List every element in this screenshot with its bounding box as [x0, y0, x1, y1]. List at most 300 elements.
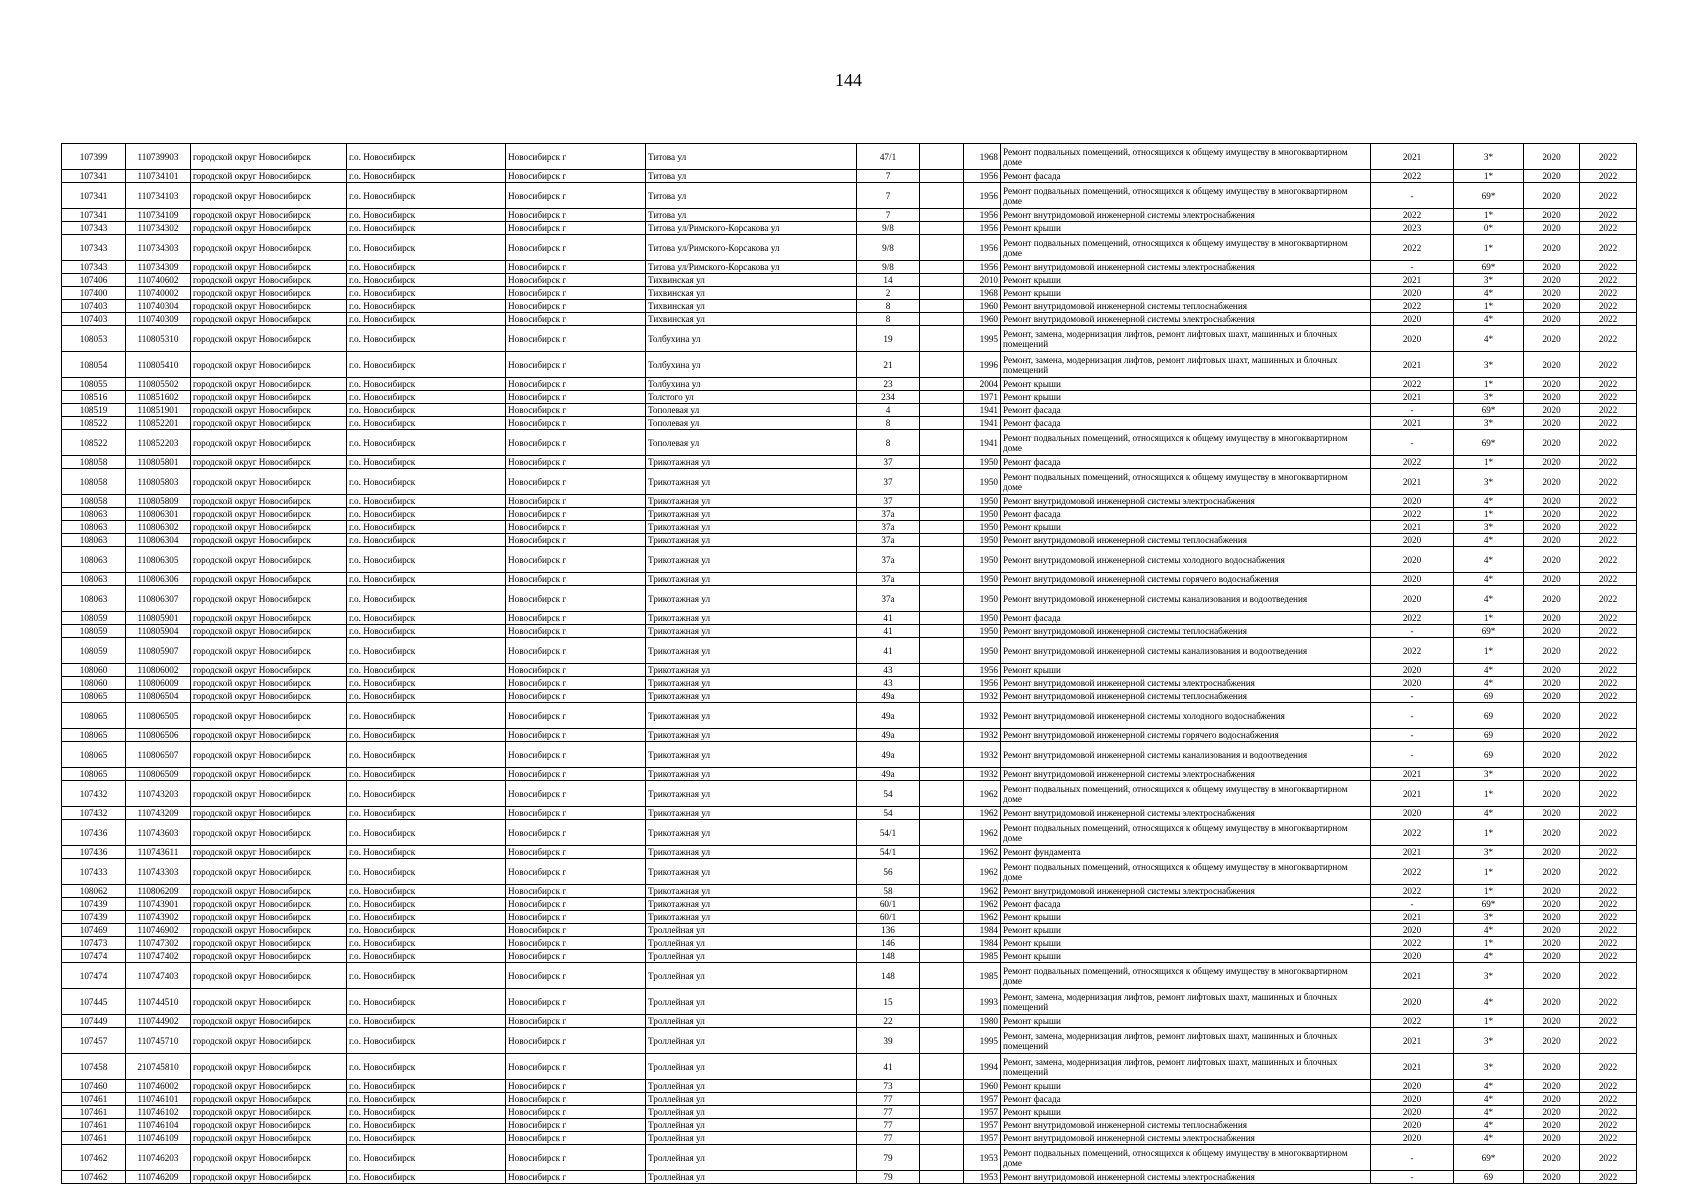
cell-record-id: 110740309	[126, 313, 191, 326]
cell-settlement: Новосибирск г	[506, 859, 646, 885]
cell-house-id: 108516	[62, 391, 126, 404]
cell-work-type: Ремонт крыши	[1001, 521, 1371, 534]
cell-record-id: 110806002	[126, 664, 191, 677]
cell-settlement: Новосибирск г	[506, 820, 646, 846]
cell-planned-year: 2022	[1371, 1015, 1454, 1028]
cell-street: Толбухина ул	[646, 352, 857, 378]
cell-municipal-district: городской округ Новосибирск	[191, 209, 347, 222]
cell-work-type: Ремонт внутридомовой инженерной системы электроснабжения	[1001, 1132, 1371, 1145]
cell-planned-year: 2023	[1371, 222, 1454, 235]
cell-house-id: 107474	[62, 963, 126, 989]
cell-house-id: 107343	[62, 235, 126, 261]
cell-period-end: 2022	[1580, 625, 1637, 638]
cell-work-type: Ремонт крыши	[1001, 1015, 1371, 1028]
cell-street: Толбухина ул	[646, 378, 857, 391]
cell-record-id: 110805809	[126, 495, 191, 508]
cell-priority: 3*	[1454, 1028, 1524, 1054]
cell-street: Титова ул/Римского-Корсакова ул	[646, 235, 857, 261]
cell-period-start: 2020	[1524, 1080, 1580, 1093]
cell-settlement: Новосибирск г	[506, 729, 646, 742]
cell-period-start: 2020	[1524, 963, 1580, 989]
cell-period-start: 2020	[1524, 1119, 1580, 1132]
cell-municipality: г.о. Новосибирск	[347, 508, 506, 521]
cell-priority: 69*	[1454, 898, 1524, 911]
cell-year-built: 1950	[964, 521, 1001, 534]
table-row	[62, 209, 1637, 222]
cell-house-id: 108065	[62, 703, 126, 729]
table-row	[62, 456, 1637, 469]
cell-house-id: 107341	[62, 183, 126, 209]
cell-year-built: 1932	[964, 729, 1001, 742]
cell-work-type: Ремонт фасада	[1001, 417, 1371, 430]
cell-record-id: 110746109	[126, 1132, 191, 1145]
cell-settlement: Новосибирск г	[506, 222, 646, 235]
cell-street: Трикотажная ул	[646, 495, 857, 508]
cell-period-end: 2022	[1580, 417, 1637, 430]
cell-street: Трикотажная ул	[646, 638, 857, 664]
cell-house-number: 146	[857, 937, 920, 950]
table-row	[62, 235, 1637, 261]
cell-building	[920, 274, 964, 287]
cell-house-number: 60/1	[857, 911, 920, 924]
cell-settlement: Новосибирск г	[506, 586, 646, 612]
cell-work-type: Ремонт внутридомовой инженерной системы электроснабжения	[1001, 677, 1371, 690]
cell-house-number: 54	[857, 781, 920, 807]
cell-period-start: 2020	[1524, 287, 1580, 300]
cell-work-type: Ремонт крыши	[1001, 937, 1371, 950]
cell-building	[920, 235, 964, 261]
cell-year-built: 1968	[964, 287, 1001, 300]
cell-record-id: 110746203	[126, 1145, 191, 1171]
cell-street: Троллейная ул	[646, 963, 857, 989]
table-row	[62, 261, 1637, 274]
cell-street: Тополевая ул	[646, 430, 857, 456]
cell-period-end: 2022	[1580, 924, 1637, 937]
cell-period-end: 2022	[1580, 937, 1637, 950]
cell-building	[920, 703, 964, 729]
cell-house-number: 22	[857, 1015, 920, 1028]
cell-municipal-district: городской округ Новосибирск	[191, 846, 347, 859]
cell-planned-year: -	[1371, 430, 1454, 456]
cell-period-end: 2022	[1580, 469, 1637, 495]
cell-street: Трикотажная ул	[646, 911, 857, 924]
cell-period-end: 2022	[1580, 885, 1637, 898]
cell-period-end: 2022	[1580, 612, 1637, 625]
cell-period-end: 2022	[1580, 729, 1637, 742]
cell-priority: 3*	[1454, 391, 1524, 404]
cell-street: Тихвинская ул	[646, 313, 857, 326]
cell-planned-year: 2021	[1371, 391, 1454, 404]
cell-house-number: 41	[857, 612, 920, 625]
cell-settlement: Новосибирск г	[506, 625, 646, 638]
cell-municipal-district: городской округ Новосибирск	[191, 950, 347, 963]
cell-planned-year: 2020	[1371, 664, 1454, 677]
cell-planned-year: -	[1371, 404, 1454, 417]
cell-period-start: 2020	[1524, 469, 1580, 495]
cell-priority: 4*	[1454, 495, 1524, 508]
cell-record-id: 110734303	[126, 235, 191, 261]
cell-municipality: г.о. Новосибирск	[347, 274, 506, 287]
cell-house-id: 107458	[62, 1054, 126, 1080]
cell-priority: 3*	[1454, 352, 1524, 378]
cell-municipality: г.о. Новосибирск	[347, 326, 506, 352]
capital-repair-table	[61, 143, 1637, 1184]
cell-settlement: Новосибирск г	[506, 963, 646, 989]
cell-period-end: 2022	[1580, 1028, 1637, 1054]
cell-building	[920, 885, 964, 898]
cell-street: Троллейная ул	[646, 1080, 857, 1093]
cell-house-number: 49а	[857, 703, 920, 729]
cell-building	[920, 742, 964, 768]
cell-street: Трикотажная ул	[646, 547, 857, 573]
cell-record-id: 110805410	[126, 352, 191, 378]
cell-record-id: 110806305	[126, 547, 191, 573]
cell-year-built: 1993	[964, 989, 1001, 1015]
cell-street: Тихвинская ул	[646, 300, 857, 313]
cell-period-start: 2020	[1524, 261, 1580, 274]
cell-period-end: 2022	[1580, 287, 1637, 300]
cell-priority: 1*	[1454, 638, 1524, 664]
cell-building	[920, 1145, 964, 1171]
cell-house-id: 108063	[62, 508, 126, 521]
table-row	[62, 924, 1637, 937]
cell-house-number: 37а	[857, 508, 920, 521]
cell-house-id: 108522	[62, 417, 126, 430]
cell-house-id: 107403	[62, 313, 126, 326]
cell-planned-year: 2022	[1371, 235, 1454, 261]
cell-period-start: 2020	[1524, 378, 1580, 391]
cell-house-id: 108054	[62, 352, 126, 378]
cell-municipal-district: городской округ Новосибирск	[191, 235, 347, 261]
cell-period-start: 2020	[1524, 690, 1580, 703]
cell-priority: 1*	[1454, 937, 1524, 950]
cell-house-id: 107461	[62, 1093, 126, 1106]
cell-record-id: 110734101	[126, 170, 191, 183]
cell-settlement: Новосибирск г	[506, 352, 646, 378]
cell-period-end: 2022	[1580, 170, 1637, 183]
cell-municipal-district: городской округ Новосибирск	[191, 638, 347, 664]
cell-work-type: Ремонт, замена, модернизация лифтов, ремонт лифтовых шахт, машинных и блочных помещений	[1001, 989, 1371, 1015]
cell-work-type: Ремонт внутридомовой инженерной системы горячего водоснабжения	[1001, 573, 1371, 586]
cell-planned-year: -	[1371, 1171, 1454, 1184]
cell-year-built: 1995	[964, 326, 1001, 352]
cell-planned-year: -	[1371, 625, 1454, 638]
cell-period-end: 2022	[1580, 820, 1637, 846]
cell-record-id: 110806504	[126, 690, 191, 703]
cell-priority: 1*	[1454, 300, 1524, 313]
cell-municipal-district: городской округ Новосибирск	[191, 729, 347, 742]
cell-house-number: 21	[857, 352, 920, 378]
cell-settlement: Новосибирск г	[506, 1171, 646, 1184]
table-row	[62, 898, 1637, 911]
cell-period-start: 2020	[1524, 1145, 1580, 1171]
cell-house-number: 49а	[857, 729, 920, 742]
cell-building	[920, 430, 964, 456]
cell-building	[920, 1093, 964, 1106]
cell-house-number: 7	[857, 183, 920, 209]
cell-settlement: Новосибирск г	[506, 1015, 646, 1028]
cell-work-type: Ремонт внутридомовой инженерной системы канализования и водоотведения	[1001, 586, 1371, 612]
cell-period-start: 2020	[1524, 1054, 1580, 1080]
table-row	[62, 885, 1637, 898]
table-row	[62, 703, 1637, 729]
cell-house-number: 49а	[857, 742, 920, 768]
cell-municipality: г.о. Новосибирск	[347, 924, 506, 937]
cell-settlement: Новосибирск г	[506, 885, 646, 898]
cell-house-number: 37а	[857, 573, 920, 586]
cell-municipality: г.о. Новосибирск	[347, 1054, 506, 1080]
cell-priority: 3*	[1454, 1054, 1524, 1080]
cell-house-id: 107403	[62, 300, 126, 313]
cell-street: Трикотажная ул	[646, 859, 857, 885]
cell-settlement: Новосибирск г	[506, 300, 646, 313]
cell-municipality: г.о. Новосибирск	[347, 963, 506, 989]
cell-municipality: г.о. Новосибирск	[347, 170, 506, 183]
cell-settlement: Новосибирск г	[506, 183, 646, 209]
cell-settlement: Новосибирск г	[506, 287, 646, 300]
cell-municipal-district: городской округ Новосибирск	[191, 1145, 347, 1171]
cell-planned-year: 2020	[1371, 326, 1454, 352]
cell-year-built: 1996	[964, 352, 1001, 378]
table-row	[62, 547, 1637, 573]
cell-municipal-district: городской округ Новосибирск	[191, 144, 347, 170]
cell-house-id: 108062	[62, 885, 126, 898]
cell-municipal-district: городской округ Новосибирск	[191, 287, 347, 300]
cell-building	[920, 1106, 964, 1119]
table-body	[62, 144, 1637, 1184]
cell-municipality: г.о. Новосибирск	[347, 950, 506, 963]
cell-priority: 4*	[1454, 1132, 1524, 1145]
table-row	[62, 612, 1637, 625]
cell-period-start: 2020	[1524, 573, 1580, 586]
cell-year-built: 1941	[964, 404, 1001, 417]
cell-settlement: Новосибирск г	[506, 781, 646, 807]
cell-house-id: 107439	[62, 898, 126, 911]
cell-municipality: г.о. Новосибирск	[347, 612, 506, 625]
cell-year-built: 1995	[964, 1028, 1001, 1054]
cell-period-end: 2022	[1580, 807, 1637, 820]
cell-period-end: 2022	[1580, 456, 1637, 469]
cell-house-id: 107474	[62, 950, 126, 963]
cell-period-end: 2022	[1580, 664, 1637, 677]
table-row	[62, 1171, 1637, 1184]
cell-priority: 69	[1454, 729, 1524, 742]
cell-planned-year: 2020	[1371, 313, 1454, 326]
cell-planned-year: 2021	[1371, 521, 1454, 534]
cell-street: Трикотажная ул	[646, 456, 857, 469]
cell-municipality: г.о. Новосибирск	[347, 1171, 506, 1184]
cell-settlement: Новосибирск г	[506, 638, 646, 664]
cell-street: Тихвинская ул	[646, 274, 857, 287]
cell-house-number: 19	[857, 326, 920, 352]
cell-year-built: 1960	[964, 313, 1001, 326]
cell-year-built: 1962	[964, 820, 1001, 846]
cell-record-id: 110734109	[126, 209, 191, 222]
cell-settlement: Новосибирск г	[506, 521, 646, 534]
cell-record-id: 110746102	[126, 1106, 191, 1119]
cell-house-id: 107461	[62, 1106, 126, 1119]
cell-record-id: 110743203	[126, 781, 191, 807]
cell-municipal-district: городской округ Новосибирск	[191, 378, 347, 391]
cell-record-id: 110806506	[126, 729, 191, 742]
cell-period-end: 2022	[1580, 352, 1637, 378]
cell-municipal-district: городской округ Новосибирск	[191, 1054, 347, 1080]
cell-year-built: 1962	[964, 885, 1001, 898]
cell-municipality: г.о. Новосибирск	[347, 352, 506, 378]
cell-street: Троллейная ул	[646, 950, 857, 963]
cell-building	[920, 287, 964, 300]
cell-house-id: 108065	[62, 742, 126, 768]
cell-period-end: 2022	[1580, 300, 1637, 313]
cell-building	[920, 898, 964, 911]
cell-settlement: Новосибирск г	[506, 313, 646, 326]
cell-year-built: 1957	[964, 1119, 1001, 1132]
cell-house-number: 37а	[857, 521, 920, 534]
cell-record-id: 110851602	[126, 391, 191, 404]
page-number: 144	[835, 70, 862, 90]
cell-building	[920, 352, 964, 378]
cell-year-built: 1950	[964, 547, 1001, 573]
cell-period-end: 2022	[1580, 1093, 1637, 1106]
cell-work-type: Ремонт подвальных помещений, относящихся к общему имуществу в многоквартирном доме	[1001, 235, 1371, 261]
cell-period-start: 2020	[1524, 508, 1580, 521]
cell-house-id: 108053	[62, 326, 126, 352]
cell-period-start: 2020	[1524, 144, 1580, 170]
cell-house-number: 234	[857, 391, 920, 404]
cell-municipality: г.о. Новосибирск	[347, 144, 506, 170]
cell-period-end: 2022	[1580, 391, 1637, 404]
cell-street: Трикотажная ул	[646, 677, 857, 690]
cell-house-id: 108522	[62, 430, 126, 456]
cell-priority: 3*	[1454, 911, 1524, 924]
cell-period-start: 2020	[1524, 586, 1580, 612]
cell-year-built: 1953	[964, 1171, 1001, 1184]
cell-house-id: 107462	[62, 1171, 126, 1184]
cell-house-number: 77	[857, 1106, 920, 1119]
cell-planned-year: 2022	[1371, 885, 1454, 898]
cell-house-id: 108058	[62, 456, 126, 469]
cell-period-start: 2020	[1524, 1171, 1580, 1184]
cell-house-id: 107343	[62, 222, 126, 235]
cell-municipality: г.о. Новосибирск	[347, 820, 506, 846]
cell-house-number: 54/1	[857, 820, 920, 846]
cell-building	[920, 547, 964, 573]
cell-planned-year: 2020	[1371, 924, 1454, 937]
cell-planned-year: 2021	[1371, 144, 1454, 170]
cell-period-start: 2020	[1524, 846, 1580, 859]
cell-settlement: Новосибирск г	[506, 1093, 646, 1106]
cell-house-number: 37а	[857, 547, 920, 573]
cell-municipal-district: городской округ Новосибирск	[191, 391, 347, 404]
cell-building	[920, 456, 964, 469]
table-row	[62, 352, 1637, 378]
cell-settlement: Новосибирск г	[506, 1054, 646, 1080]
cell-municipal-district: городской округ Новосибирск	[191, 404, 347, 417]
cell-municipality: г.о. Новосибирск	[347, 287, 506, 300]
cell-year-built: 1953	[964, 1145, 1001, 1171]
cell-street: Трикотажная ул	[646, 781, 857, 807]
cell-house-number: 77	[857, 1132, 920, 1145]
cell-street: Трикотажная ул	[646, 807, 857, 820]
cell-municipality: г.о. Новосибирск	[347, 885, 506, 898]
cell-work-type: Ремонт крыши	[1001, 1080, 1371, 1093]
cell-municipal-district: городской округ Новосибирск	[191, 1171, 347, 1184]
cell-planned-year: 2021	[1371, 469, 1454, 495]
cell-year-built: 1957	[964, 1106, 1001, 1119]
cell-record-id: 110744510	[126, 989, 191, 1015]
cell-house-id: 107341	[62, 209, 126, 222]
cell-street: Троллейная ул	[646, 1015, 857, 1028]
cell-priority: 1*	[1454, 378, 1524, 391]
cell-planned-year: 2021	[1371, 1028, 1454, 1054]
cell-priority: 1*	[1454, 209, 1524, 222]
cell-priority: 1*	[1454, 1015, 1524, 1028]
cell-record-id: 110740602	[126, 274, 191, 287]
cell-work-type: Ремонт фундамента	[1001, 846, 1371, 859]
cell-house-number: 8	[857, 430, 920, 456]
cell-record-id: 210745810	[126, 1054, 191, 1080]
cell-record-id: 110734103	[126, 183, 191, 209]
cell-municipality: г.о. Новосибирск	[347, 625, 506, 638]
cell-municipal-district: городской округ Новосибирск	[191, 742, 347, 768]
cell-building	[920, 1028, 964, 1054]
table-row	[62, 495, 1637, 508]
cell-record-id: 110740304	[126, 300, 191, 313]
cell-year-built: 1932	[964, 703, 1001, 729]
cell-period-end: 2022	[1580, 781, 1637, 807]
cell-municipal-district: городской округ Новосибирск	[191, 534, 347, 547]
table-row	[62, 690, 1637, 703]
cell-planned-year: -	[1371, 729, 1454, 742]
cell-municipality: г.о. Новосибирск	[347, 300, 506, 313]
cell-period-end: 2022	[1580, 1054, 1637, 1080]
cell-priority: 69	[1454, 742, 1524, 768]
cell-street: Титова ул/Римского-Корсакова ул	[646, 261, 857, 274]
cell-house-number: 56	[857, 859, 920, 885]
cell-municipal-district: городской округ Новосибирск	[191, 963, 347, 989]
cell-record-id: 110743303	[126, 859, 191, 885]
cell-municipality: г.о. Новосибирск	[347, 638, 506, 664]
cell-priority: 4*	[1454, 950, 1524, 963]
cell-period-start: 2020	[1524, 352, 1580, 378]
cell-year-built: 1956	[964, 222, 1001, 235]
cell-house-number: 49а	[857, 768, 920, 781]
cell-settlement: Новосибирск г	[506, 664, 646, 677]
cell-municipality: г.о. Новосибирск	[347, 859, 506, 885]
table-row	[62, 1015, 1637, 1028]
cell-municipal-district: городской округ Новосибирск	[191, 1015, 347, 1028]
cell-building	[920, 1171, 964, 1184]
cell-street: Трикотажная ул	[646, 846, 857, 859]
cell-year-built: 1956	[964, 209, 1001, 222]
cell-municipality: г.о. Новосибирск	[347, 586, 506, 612]
table-row	[62, 183, 1637, 209]
table-row	[62, 170, 1637, 183]
cell-work-type: Ремонт фасада	[1001, 898, 1371, 911]
cell-period-start: 2020	[1524, 170, 1580, 183]
cell-planned-year: 2021	[1371, 417, 1454, 430]
cell-period-end: 2022	[1580, 1106, 1637, 1119]
cell-municipal-district: городской округ Новосибирск	[191, 898, 347, 911]
cell-year-built: 1950	[964, 495, 1001, 508]
cell-year-built: 1932	[964, 768, 1001, 781]
cell-municipal-district: городской округ Новосибирск	[191, 1028, 347, 1054]
cell-period-start: 2020	[1524, 859, 1580, 885]
cell-record-id: 110747302	[126, 937, 191, 950]
cell-priority: 4*	[1454, 287, 1524, 300]
cell-priority: 1*	[1454, 170, 1524, 183]
cell-planned-year: 2020	[1371, 1080, 1454, 1093]
